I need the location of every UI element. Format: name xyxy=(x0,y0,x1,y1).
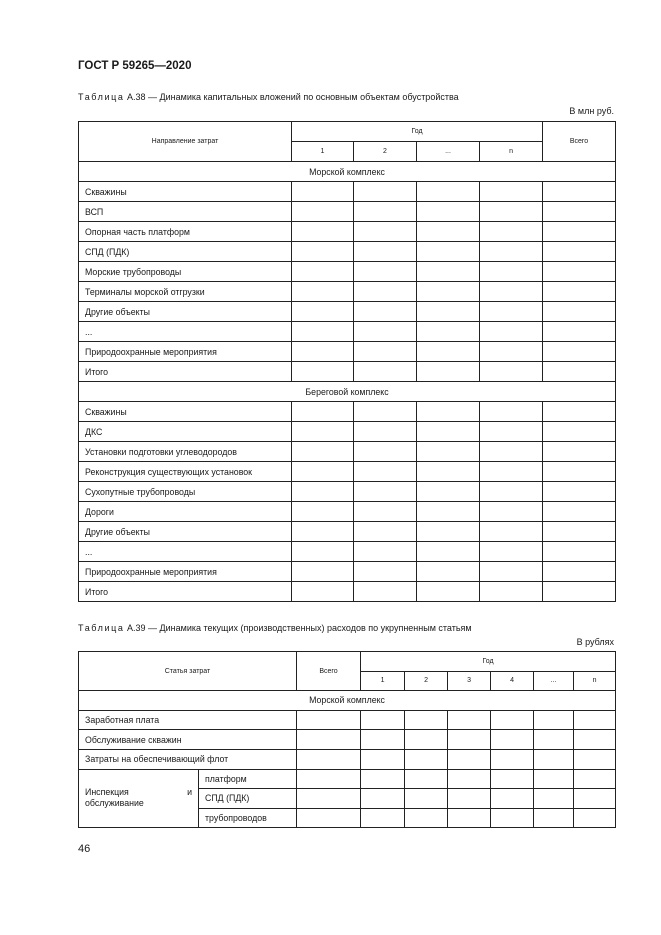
caption-text: А.38 — Динамика капитальных вложений по основным объектам обустройства xyxy=(127,92,459,102)
table-row xyxy=(79,749,616,769)
caption-word: Таблица xyxy=(78,92,125,102)
empty-cell xyxy=(405,710,448,730)
empty-cell xyxy=(405,769,448,789)
empty-cell xyxy=(448,769,491,789)
empty-cell xyxy=(417,422,480,442)
table-row xyxy=(79,522,616,542)
row-label: ДКС xyxy=(79,422,292,442)
year-col-header: 4 xyxy=(491,671,534,691)
table-row xyxy=(79,322,616,342)
empty-cell xyxy=(354,562,417,582)
empty-cell xyxy=(417,202,480,222)
row-label: Итого xyxy=(79,582,292,602)
row-label: Установки подготовки углеводородов xyxy=(79,442,292,462)
empty-cell xyxy=(543,182,616,202)
sub-row-label: трубопроводов xyxy=(199,808,297,828)
empty-cell xyxy=(354,302,417,322)
empty-cell xyxy=(354,182,417,202)
empty-cell xyxy=(297,749,361,769)
empty-cell xyxy=(574,789,616,809)
row-label: Обслуживание скважин xyxy=(79,730,297,750)
col-header-total: Всего xyxy=(297,652,361,691)
empty-cell xyxy=(354,322,417,342)
empty-cell xyxy=(354,362,417,382)
empty-cell xyxy=(491,808,534,828)
empty-cell xyxy=(543,562,616,582)
empty-cell xyxy=(292,282,354,302)
empty-cell xyxy=(534,749,574,769)
year-col-header: n xyxy=(574,671,616,691)
table-a39-unit: В рублях xyxy=(576,637,614,647)
empty-cell xyxy=(543,442,616,462)
page-number: 46 xyxy=(78,843,91,855)
row-label: Другие объекты xyxy=(79,522,292,542)
year-col-header: 1 xyxy=(361,671,405,691)
empty-cell xyxy=(354,222,417,242)
empty-cell xyxy=(480,282,543,302)
empty-cell xyxy=(354,422,417,442)
empty-cell xyxy=(292,562,354,582)
empty-cell xyxy=(354,282,417,302)
empty-cell xyxy=(417,342,480,362)
table-row xyxy=(79,730,616,750)
empty-cell xyxy=(543,322,616,342)
empty-cell xyxy=(480,502,543,522)
table-row xyxy=(79,182,616,202)
empty-cell xyxy=(292,302,354,322)
empty-cell xyxy=(543,462,616,482)
table-row xyxy=(79,422,616,442)
table-row xyxy=(79,582,616,602)
empty-cell xyxy=(448,710,491,730)
year-col-header: 2 xyxy=(354,142,417,162)
col-header-total: Всего xyxy=(543,122,616,162)
empty-cell xyxy=(361,789,405,809)
empty-cell xyxy=(354,522,417,542)
empty-cell xyxy=(405,730,448,750)
empty-cell xyxy=(417,262,480,282)
table-row xyxy=(79,482,616,502)
empty-cell xyxy=(361,808,405,828)
table-row xyxy=(79,769,616,789)
empty-cell xyxy=(361,730,405,750)
row-label: Опорная часть платформ xyxy=(79,222,292,242)
empty-cell xyxy=(405,749,448,769)
table-row xyxy=(79,202,616,222)
empty-cell xyxy=(543,222,616,242)
empty-cell xyxy=(543,262,616,282)
year-col-header: ... xyxy=(417,142,480,162)
empty-cell xyxy=(292,362,354,382)
row-label: Скважины xyxy=(79,182,292,202)
inspection-label: Инспекция и обслуживание xyxy=(79,769,199,828)
empty-cell xyxy=(417,362,480,382)
empty-cell xyxy=(417,502,480,522)
empty-cell xyxy=(297,769,361,789)
empty-cell xyxy=(534,808,574,828)
table-row xyxy=(79,242,616,262)
table-a38 xyxy=(78,121,616,602)
year-col-header: 2 xyxy=(405,671,448,691)
empty-cell xyxy=(543,282,616,302)
empty-cell xyxy=(354,342,417,362)
empty-cell xyxy=(354,542,417,562)
empty-cell xyxy=(361,749,405,769)
empty-cell xyxy=(354,582,417,602)
row-label: Заработная плата xyxy=(79,710,297,730)
row-label: Природоохранные мероприятия xyxy=(79,342,292,362)
empty-cell xyxy=(534,769,574,789)
empty-cell xyxy=(354,442,417,462)
table-row xyxy=(79,462,616,482)
col-header-year: Год xyxy=(292,122,543,142)
table-row xyxy=(79,442,616,462)
empty-cell xyxy=(480,342,543,362)
empty-cell xyxy=(480,302,543,322)
empty-cell xyxy=(292,442,354,462)
empty-cell xyxy=(405,808,448,828)
empty-cell xyxy=(448,808,491,828)
empty-cell xyxy=(448,730,491,750)
empty-cell xyxy=(354,482,417,502)
empty-cell xyxy=(448,749,491,769)
year-col-header: n xyxy=(480,142,543,162)
table-row xyxy=(79,402,616,422)
empty-cell xyxy=(543,242,616,262)
empty-cell xyxy=(417,402,480,422)
empty-cell xyxy=(480,422,543,442)
empty-cell xyxy=(480,202,543,222)
empty-cell xyxy=(354,262,417,282)
caption-word: Таблица xyxy=(78,623,125,633)
section-title: Морской комплекс xyxy=(79,691,616,711)
empty-cell xyxy=(354,202,417,222)
table-row xyxy=(79,342,616,362)
empty-cell xyxy=(292,542,354,562)
year-col-header: 3 xyxy=(448,671,491,691)
empty-cell xyxy=(292,242,354,262)
empty-cell xyxy=(354,502,417,522)
empty-cell xyxy=(480,362,543,382)
row-label: Итого xyxy=(79,362,292,382)
empty-cell xyxy=(480,562,543,582)
row-label: ВСП xyxy=(79,202,292,222)
empty-cell xyxy=(480,482,543,502)
empty-cell xyxy=(292,582,354,602)
empty-cell xyxy=(534,730,574,750)
empty-cell xyxy=(534,789,574,809)
empty-cell xyxy=(543,522,616,542)
empty-cell xyxy=(491,769,534,789)
empty-cell xyxy=(361,769,405,789)
table-a39 xyxy=(78,651,616,828)
empty-cell xyxy=(574,710,616,730)
table-row xyxy=(79,302,616,322)
row-label: Другие объекты xyxy=(79,302,292,322)
empty-cell xyxy=(574,730,616,750)
empty-cell xyxy=(480,442,543,462)
empty-cell xyxy=(543,502,616,522)
year-col-header: 1 xyxy=(292,142,354,162)
empty-cell xyxy=(292,522,354,542)
empty-cell xyxy=(292,462,354,482)
row-label: Скважины xyxy=(79,402,292,422)
empty-cell xyxy=(405,789,448,809)
empty-cell xyxy=(491,730,534,750)
empty-cell xyxy=(480,322,543,342)
empty-cell xyxy=(574,769,616,789)
section-row xyxy=(79,382,616,402)
row-label: Реконструкция существующих установок xyxy=(79,462,292,482)
section-title: Морской комплекс xyxy=(79,162,616,182)
table-a39-caption xyxy=(78,623,472,633)
empty-cell xyxy=(417,322,480,342)
col-header-item: Статья затрат xyxy=(79,652,297,691)
empty-cell xyxy=(491,710,534,730)
table-row xyxy=(79,282,616,302)
empty-cell xyxy=(297,710,361,730)
empty-cell xyxy=(417,482,480,502)
empty-cell xyxy=(354,242,417,262)
section-title: Береговой комплекс xyxy=(79,382,616,402)
col-header-year: Год xyxy=(361,652,616,672)
empty-cell xyxy=(292,482,354,502)
empty-cell xyxy=(417,182,480,202)
standard-header: ГОСТ Р 59265—2020 xyxy=(78,60,192,72)
col-header-direction: Направление затрат xyxy=(79,122,292,162)
empty-cell xyxy=(292,342,354,362)
empty-cell xyxy=(543,362,616,382)
empty-cell xyxy=(292,262,354,282)
section-row xyxy=(79,691,616,711)
row-label: ... xyxy=(79,542,292,562)
empty-cell xyxy=(543,542,616,562)
empty-cell xyxy=(292,222,354,242)
sub-row-label: СПД (ПДК) xyxy=(199,789,297,809)
row-label: Природоохранные мероприятия xyxy=(79,562,292,582)
empty-cell xyxy=(543,342,616,362)
row-label: Затраты на обеспечивающий флот xyxy=(79,749,297,769)
empty-cell xyxy=(480,462,543,482)
empty-cell xyxy=(417,542,480,562)
sub-row-label: платформ xyxy=(199,769,297,789)
empty-cell xyxy=(543,202,616,222)
empty-cell xyxy=(534,710,574,730)
row-label: Сухопутные трубопроводы xyxy=(79,482,292,502)
empty-cell xyxy=(491,789,534,809)
table-row xyxy=(79,262,616,282)
caption-text: А.39 — Динамика текущих (производственных) расходов по укрупненным статьям xyxy=(127,623,472,633)
empty-cell xyxy=(480,522,543,542)
table-row xyxy=(79,222,616,242)
empty-cell xyxy=(292,202,354,222)
empty-cell xyxy=(543,402,616,422)
empty-cell xyxy=(480,222,543,242)
table-row xyxy=(79,542,616,562)
empty-cell xyxy=(417,442,480,462)
table-row xyxy=(79,562,616,582)
row-label: Морские трубопроводы xyxy=(79,262,292,282)
table-row xyxy=(79,502,616,522)
empty-cell xyxy=(297,808,361,828)
empty-cell xyxy=(354,462,417,482)
table-row xyxy=(79,710,616,730)
empty-cell xyxy=(574,749,616,769)
empty-cell xyxy=(417,522,480,542)
row-label: СПД (ПДК) xyxy=(79,242,292,262)
empty-cell xyxy=(292,502,354,522)
empty-cell xyxy=(491,749,534,769)
empty-cell xyxy=(543,422,616,442)
table-a38-unit: В млн руб. xyxy=(569,106,614,116)
empty-cell xyxy=(480,182,543,202)
empty-cell xyxy=(292,182,354,202)
empty-cell xyxy=(480,242,543,262)
empty-cell xyxy=(417,462,480,482)
empty-cell xyxy=(297,789,361,809)
section-row xyxy=(79,162,616,182)
year-col-header: ... xyxy=(534,671,574,691)
empty-cell xyxy=(480,262,543,282)
empty-cell xyxy=(480,402,543,422)
empty-cell xyxy=(480,542,543,562)
empty-cell xyxy=(417,282,480,302)
empty-cell xyxy=(448,789,491,809)
empty-cell xyxy=(417,562,480,582)
empty-cell xyxy=(292,402,354,422)
empty-cell xyxy=(292,322,354,342)
empty-cell xyxy=(417,222,480,242)
row-label: ... xyxy=(79,322,292,342)
empty-cell xyxy=(361,710,405,730)
empty-cell xyxy=(417,242,480,262)
empty-cell xyxy=(292,422,354,442)
table-a38-caption xyxy=(78,92,459,102)
empty-cell xyxy=(574,808,616,828)
row-label: Терминалы морской отгрузки xyxy=(79,282,292,302)
empty-cell xyxy=(417,302,480,322)
empty-cell xyxy=(354,402,417,422)
row-label: Дороги xyxy=(79,502,292,522)
empty-cell xyxy=(543,482,616,502)
empty-cell xyxy=(480,582,543,602)
empty-cell xyxy=(543,582,616,602)
table-row xyxy=(79,362,616,382)
empty-cell xyxy=(417,582,480,602)
empty-cell xyxy=(543,302,616,322)
empty-cell xyxy=(297,730,361,750)
